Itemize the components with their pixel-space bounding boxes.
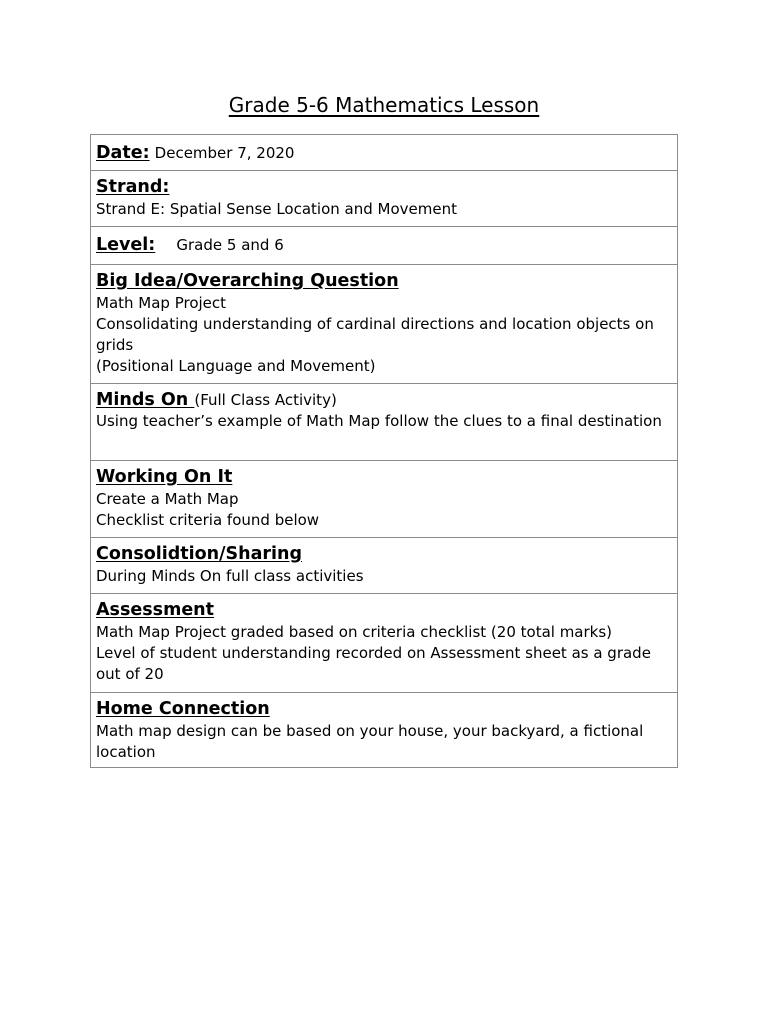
assessment-line: Math Map Project graded based on criteria checklist (20 total marks)	[96, 623, 613, 641]
working-on-it-line: Checklist criteria found below	[96, 511, 320, 529]
big-idea-line: Consolidating understanding of cardinal directions and location objects on grids	[96, 315, 654, 354]
date-value: December 7, 2020	[154, 144, 295, 162]
minds-on-suffix: (Full Class Activity)	[194, 391, 337, 409]
date-label: Date:	[96, 143, 150, 163]
assessment-label: Assessment	[96, 600, 215, 620]
strand-row	[91, 171, 677, 227]
consolidation-label: Consolidtion/Sharing	[96, 544, 303, 564]
working-on-it-line: Create a Math Map	[96, 490, 239, 508]
level-row	[91, 227, 677, 265]
home-connection-row	[91, 693, 677, 767]
home-connection-line: Math map design can be based on your house, your backyard, a fictional location	[96, 722, 644, 761]
date-row	[91, 135, 677, 171]
big-idea-row	[91, 265, 677, 384]
big-idea-line: Math Map Project	[96, 294, 227, 312]
strand-value: Strand E: Spatial Sense Location and Movement	[96, 200, 457, 218]
minds-on-line: Using teacher’s example of Math Map follow the clues to a final destination	[96, 412, 662, 430]
assessment-row	[91, 594, 677, 693]
working-on-it-label: Working On It	[96, 467, 233, 487]
consolidation-line: During Minds On full class activities	[96, 567, 364, 585]
assessment-line: Level of student understanding recorded on Assessment sheet as a grade out of 20	[96, 644, 651, 683]
working-on-it-row	[91, 461, 677, 538]
big-idea-line: (Positional Language and Movement)	[96, 357, 376, 375]
big-idea-label: Big Idea/Overarching Question	[96, 271, 399, 291]
minds-on-label: Minds On	[96, 390, 195, 410]
level-value: Grade 5 and 6	[176, 236, 284, 254]
minds-on-row	[91, 384, 677, 461]
strand-label: Strand:	[96, 177, 170, 197]
level-label: Level:	[96, 235, 156, 255]
consolidation-row	[91, 538, 677, 594]
page-title: Grade 5-6 Mathematics Lesson	[228, 93, 540, 117]
home-connection-label: Home Connection	[96, 699, 270, 719]
lesson-plan-table	[90, 134, 678, 768]
